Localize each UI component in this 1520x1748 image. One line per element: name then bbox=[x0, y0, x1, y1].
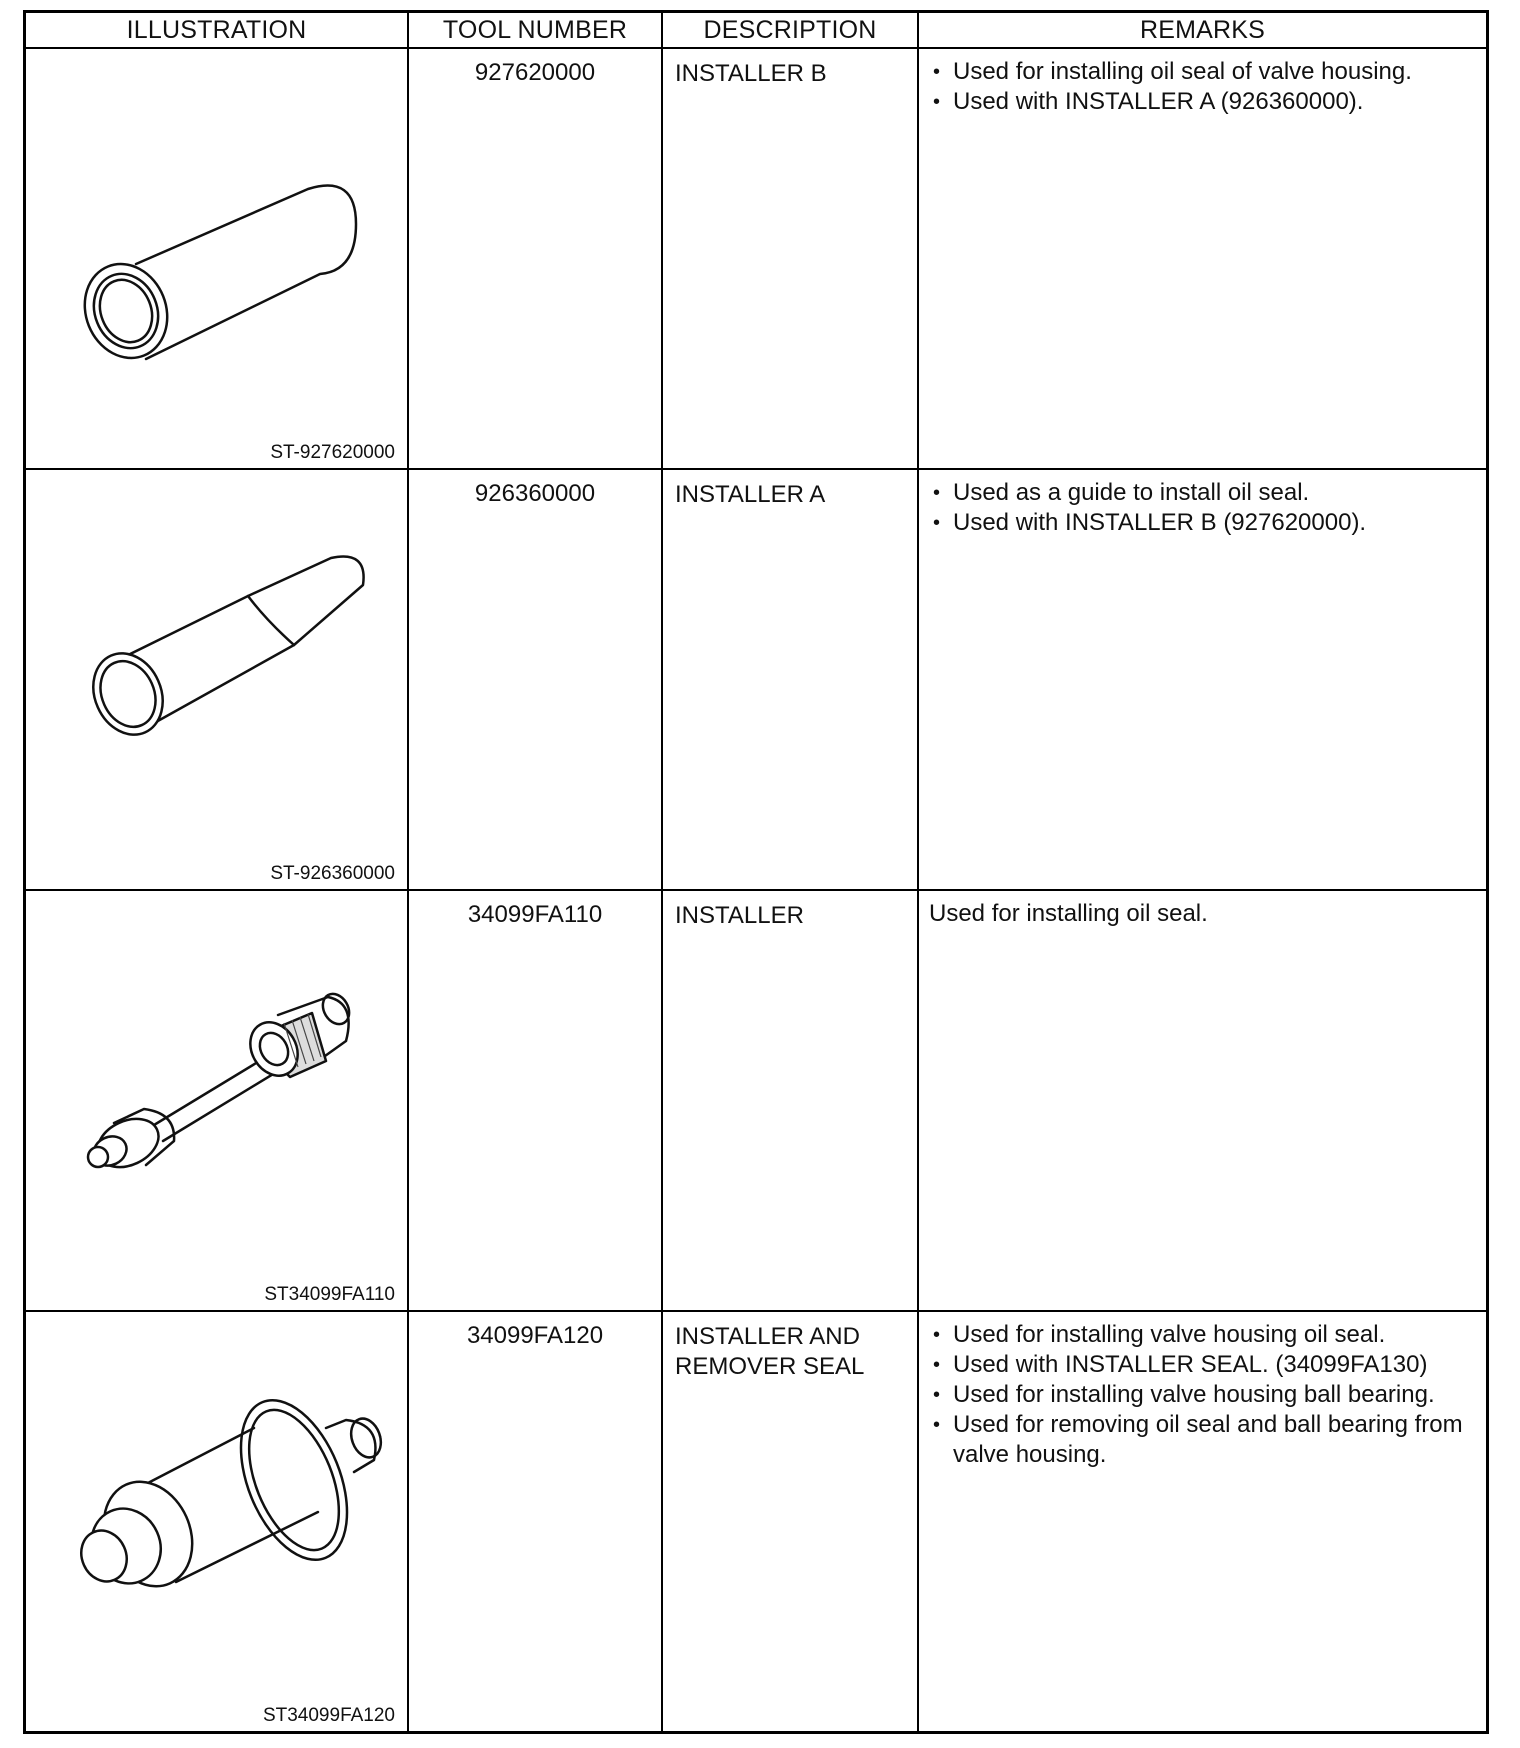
illustration-code: ST34099FA110 bbox=[264, 1284, 395, 1305]
remark-item: • Used for installing valve housing ball bearing. bbox=[929, 1380, 1476, 1410]
tool-number: 34099FA120 bbox=[409, 1312, 663, 1731]
description: INSTALLER B bbox=[663, 49, 919, 470]
illustration-code: ST-927620000 bbox=[270, 442, 395, 463]
remark-item: • Used with INSTALLER B (927620000). bbox=[929, 508, 1476, 538]
remarks-cell bbox=[919, 49, 1486, 470]
remark-item: • Used as a guide to install oil seal. bbox=[929, 478, 1476, 508]
installer-a-guide-drawing bbox=[26, 470, 407, 889]
remarks-cell bbox=[919, 470, 1486, 891]
illustration-code: ST-926360000 bbox=[270, 863, 395, 884]
remarks-cell bbox=[919, 1312, 1486, 1731]
header-tool-number: TOOL NUMBER bbox=[409, 13, 663, 49]
description: INSTALLER AND REMOVER SEAL bbox=[663, 1312, 919, 1731]
header-remarks: REMARKS bbox=[919, 13, 1486, 49]
illustration-cell bbox=[26, 49, 409, 470]
remark-text: Used for installing oil seal. bbox=[929, 900, 1208, 927]
illustration-cell bbox=[26, 470, 409, 891]
remarks-list bbox=[929, 478, 1476, 538]
tool-number: 34099FA110 bbox=[409, 891, 663, 1312]
illustration-cell bbox=[26, 891, 409, 1312]
remark-item: • Used with INSTALLER SEAL. (34099FA130) bbox=[929, 1350, 1476, 1380]
remarks-list bbox=[929, 1320, 1476, 1470]
table-grid bbox=[26, 13, 1486, 1731]
tool-number: 926360000 bbox=[409, 470, 663, 891]
description: INSTALLER A bbox=[663, 470, 919, 891]
tool-number: 927620000 bbox=[409, 49, 663, 470]
header-description: DESCRIPTION bbox=[663, 13, 919, 49]
remarks-cell bbox=[919, 891, 1486, 1312]
remark-item: • Used with INSTALLER A (926360000). bbox=[929, 87, 1476, 117]
special-tools-table bbox=[23, 10, 1489, 1734]
remark-item: • Used for installing valve housing oil seal. bbox=[929, 1320, 1476, 1350]
installer-b-sleeve-drawing bbox=[26, 49, 407, 468]
illustration-code: ST34099FA120 bbox=[262, 1705, 395, 1726]
installer-remover-seal-drawing bbox=[26, 1312, 407, 1731]
installer-shaft-drawing bbox=[26, 891, 407, 1310]
remark-item: • Used for installing oil seal of valve housing. bbox=[929, 57, 1476, 87]
description: INSTALLER bbox=[663, 891, 919, 1312]
header-illustration: ILLUSTRATION bbox=[26, 13, 409, 49]
remarks-list bbox=[929, 57, 1476, 117]
remark-item: • Used for removing oil seal and ball bearing from valve housing. bbox=[929, 1410, 1476, 1470]
illustration-cell bbox=[26, 1312, 409, 1731]
